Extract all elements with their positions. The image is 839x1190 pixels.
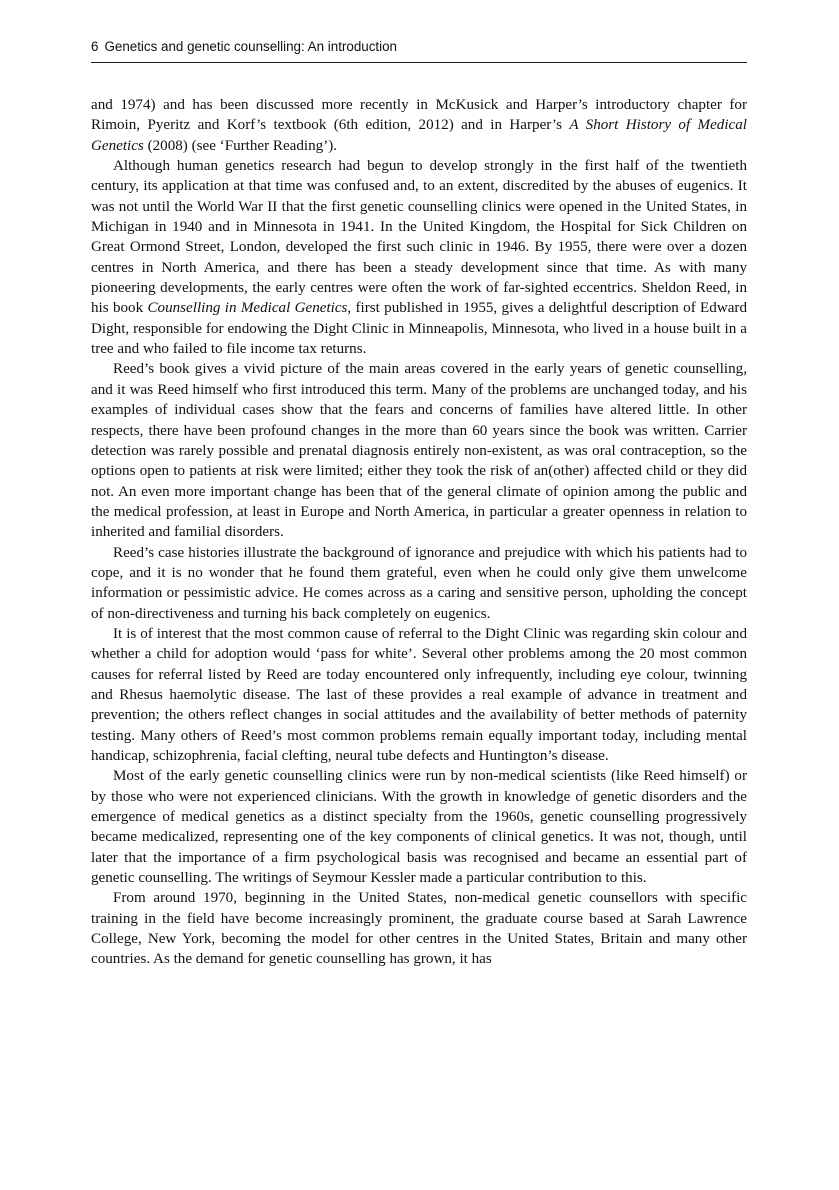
paragraph-5: It is of interest that the most common cause of referral to the Dight Clinic was regarding skin colour and whether a child for adoption would ‘pass for white’. Several other problems among the 20 most common causes for referral listed by Reed are today encountered only infrequently, including eye colour, twinning and Rhesus haemolytic disease. The last of these provides a real example of advance in treatment and prevention; the others reflect changes in social attitudes and the availability of better methods of paternity testing. Many others of Reed’s most common problems remain equally important today, including mental handicap, schizophrenia, facial clefting, neural tube defects and Huntington’s disease.: [91, 625, 747, 764]
paragraph-2-text-a: Although human genetics research had begun to develop strongly in the first half of the twentieth century, its application at that time was confused and, to an extent, discredited by the abuses of eugenics. It was not until the World War II that the first genetic counselling clinics were opened in the United States, in Michigan in 1940 and in Minnesota in 1941. In the United Kingdom, the Hospital for Sick Children on Great Ormond Street, London, developed the first such clinic in 1946. By 1955, there were over a dozen centres in North America, and there has been a steady development since that time. As with many pioneering developments, the early centres were often the work of far-sighted eccentrics. Sheldon Reed, in his book: [91, 158, 747, 317]
paragraph-1: [91, 95, 747, 156]
paragraph-6: Most of the early genetic counselling clinics were run by non-medical scientists (like Reed himself) or by those who were not experienced clinicians. With the growth in knowledge of genetic disorders and the emergence of medical genetics as a distinct specialty from the 1960s, genetic counselling progressively became medicalized, representing one of the key components of clinical genetics. It was not, though, until later that the importance of a firm psychological basis was recognised and became an essential part of genetic counselling. The writings of Seymour Kessler made a particular contribution to this.: [91, 768, 747, 887]
paragraph-1-text-b: (2008) (see ‘Further Reading’).: [143, 137, 338, 154]
running-title: Genetics and genetic counselling: An introduction: [104, 39, 398, 54]
paragraph-1-text-a: and 1974) and has been discussed more recently in McKusick and Harper’s introductory chapter for Rimoin, Pyeritz and Korf’s textbook (6th edition, 2012) and in Harper’s: [91, 97, 747, 134]
paragraph-7: From around 1970, beginning in the United States, non-medical genetic counsellors with specific training in the field have become increasingly prominent, the graduate course based at Sarah Lawrence College, New York, becoming the model for other centres in the United States, Britain and many other countries. As the demand for genetic counselling has grown, it has: [91, 890, 747, 968]
running-header: [91, 38, 747, 56]
paragraph-3: Reed’s book gives a vivid picture of the main areas covered in the early years of genetic counselling, and it was Reed himself who first introduced this term. Many of the problems are unchanged today, and his examples of individual cases show that the fears and concerns of families have altered little. In other respects, there have been profound changes in the more than 60 years since the book was written. Carrier detection was rarely possible and prenatal diagnosis entirely non-existent, as was oral contraception, so the options open to patients at risk were limited; either they took the risk of an(other) affected child or they did not. An even more important change has been that of the general climate of opinion among the public and the medical profession, at least in Europe and North America, in particular a greater openness in relation to inherited and familial disorders.: [91, 361, 747, 541]
book-title-counselling: Counselling in Medical Genetics: [147, 300, 348, 317]
header-rule: [91, 62, 747, 63]
body-text: [91, 95, 747, 970]
paragraph-2: [91, 156, 747, 359]
page-number: 6: [91, 39, 99, 54]
paragraph-2-text-b: , first published in 1955, gives a delightful description of Edward Dight, responsible for endowing the Dight Clinic in Minneapolis, Minnesota, who lived in a house built in a tree and who failed to file income tax returns.: [91, 300, 747, 358]
paragraph-4: Reed’s case histories illustrate the background of ignorance and prejudice with which his patients had to cope, and it is no wonder that he found them grateful, even when he could only give them unwelcome information or pessimistic advice. He comes across as a caring and sensitive person, upholding the concept of non-directiveness and turning his back completely on eugenics.: [91, 544, 747, 622]
book-title-short-history: A Short History of Medical Genetics: [91, 117, 747, 154]
